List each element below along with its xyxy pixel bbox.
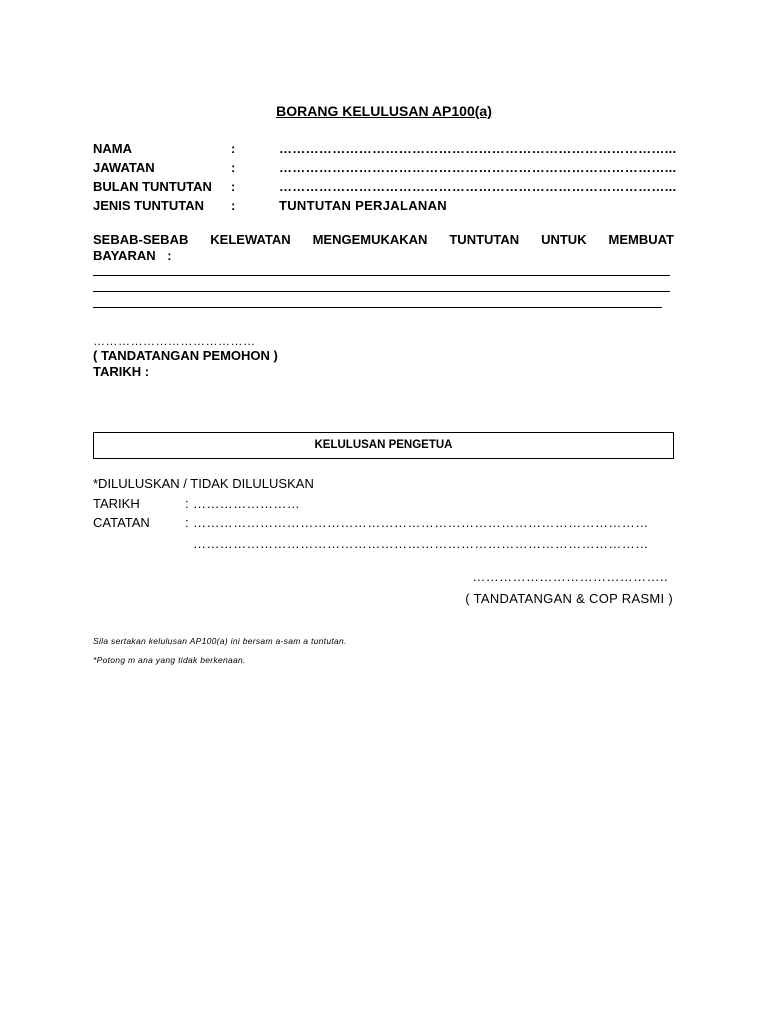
field-colon: : <box>231 179 236 194</box>
field-value-blank[interactable]: ……………………………………………………………………………... <box>279 141 677 156</box>
approval-notes-colon: : <box>185 515 189 530</box>
footnote-attach: Sila sertakan kelulusan AP100(a) ini bersam a-sam a tuntutan. <box>93 636 347 646</box>
official-signature-line[interactable]: …………………………………….. <box>472 569 668 584</box>
reason-writing-line[interactable] <box>93 275 670 276</box>
official-signature-label: ( TANDATANGAN & COP RASMI ) <box>465 591 673 606</box>
approval-notes-blank[interactable]: ………………………………………………………………………………………… <box>193 515 649 530</box>
applicant-signature-label: ( TANDATANGAN PEMOHON ) <box>93 348 278 363</box>
field-label: JAWATAN <box>93 160 155 175</box>
reason-label: SEBAB-SEBAB KELEWATAN MENGEMUKAKAN TUNTUTAN UNTUK MEMBUAT BAYARAN : <box>93 232 674 263</box>
field-colon: : <box>231 198 236 213</box>
approval-header-box <box>93 432 674 459</box>
reason-writing-line[interactable] <box>93 307 662 308</box>
applicant-signature-line[interactable]: ………………………………… <box>93 334 256 348</box>
approval-decision[interactable]: *DILULUSKAN / TIDAK DILULUSKAN <box>93 476 314 491</box>
field-colon: : <box>231 160 236 175</box>
field-colon: : <box>231 141 236 156</box>
approval-notes-blank-continued[interactable]: ………………………………………………………………………………………… <box>193 536 649 551</box>
approval-date-colon: : <box>185 496 189 511</box>
field-value-blank[interactable]: ……………………………………………………………………………... <box>279 179 677 194</box>
approval-date-label: TARIKH <box>93 496 140 511</box>
approval-notes-label: CATATAN <box>93 515 150 530</box>
form-title: BORANG KELULUSAN AP100(a) <box>276 103 492 119</box>
reason-writing-line[interactable] <box>93 291 670 292</box>
approval-date-blank[interactable]: …………………… <box>193 496 301 511</box>
field-value: TUNTUTAN PERJALANAN <box>279 198 447 213</box>
field-label: NAMA <box>93 141 132 156</box>
applicant-date-label: TARIKH : <box>93 364 150 379</box>
field-label: BULAN TUNTUTAN <box>93 179 212 194</box>
footnote-strike: *Potong m ana yang tidak berkenaan. <box>93 655 246 665</box>
approval-box-title: KELULUSAN PENGETUA <box>314 439 453 451</box>
field-value-blank[interactable]: ……………………………………………………………………………... <box>279 160 677 175</box>
field-label: JENIS TUNTUTAN <box>93 198 204 213</box>
